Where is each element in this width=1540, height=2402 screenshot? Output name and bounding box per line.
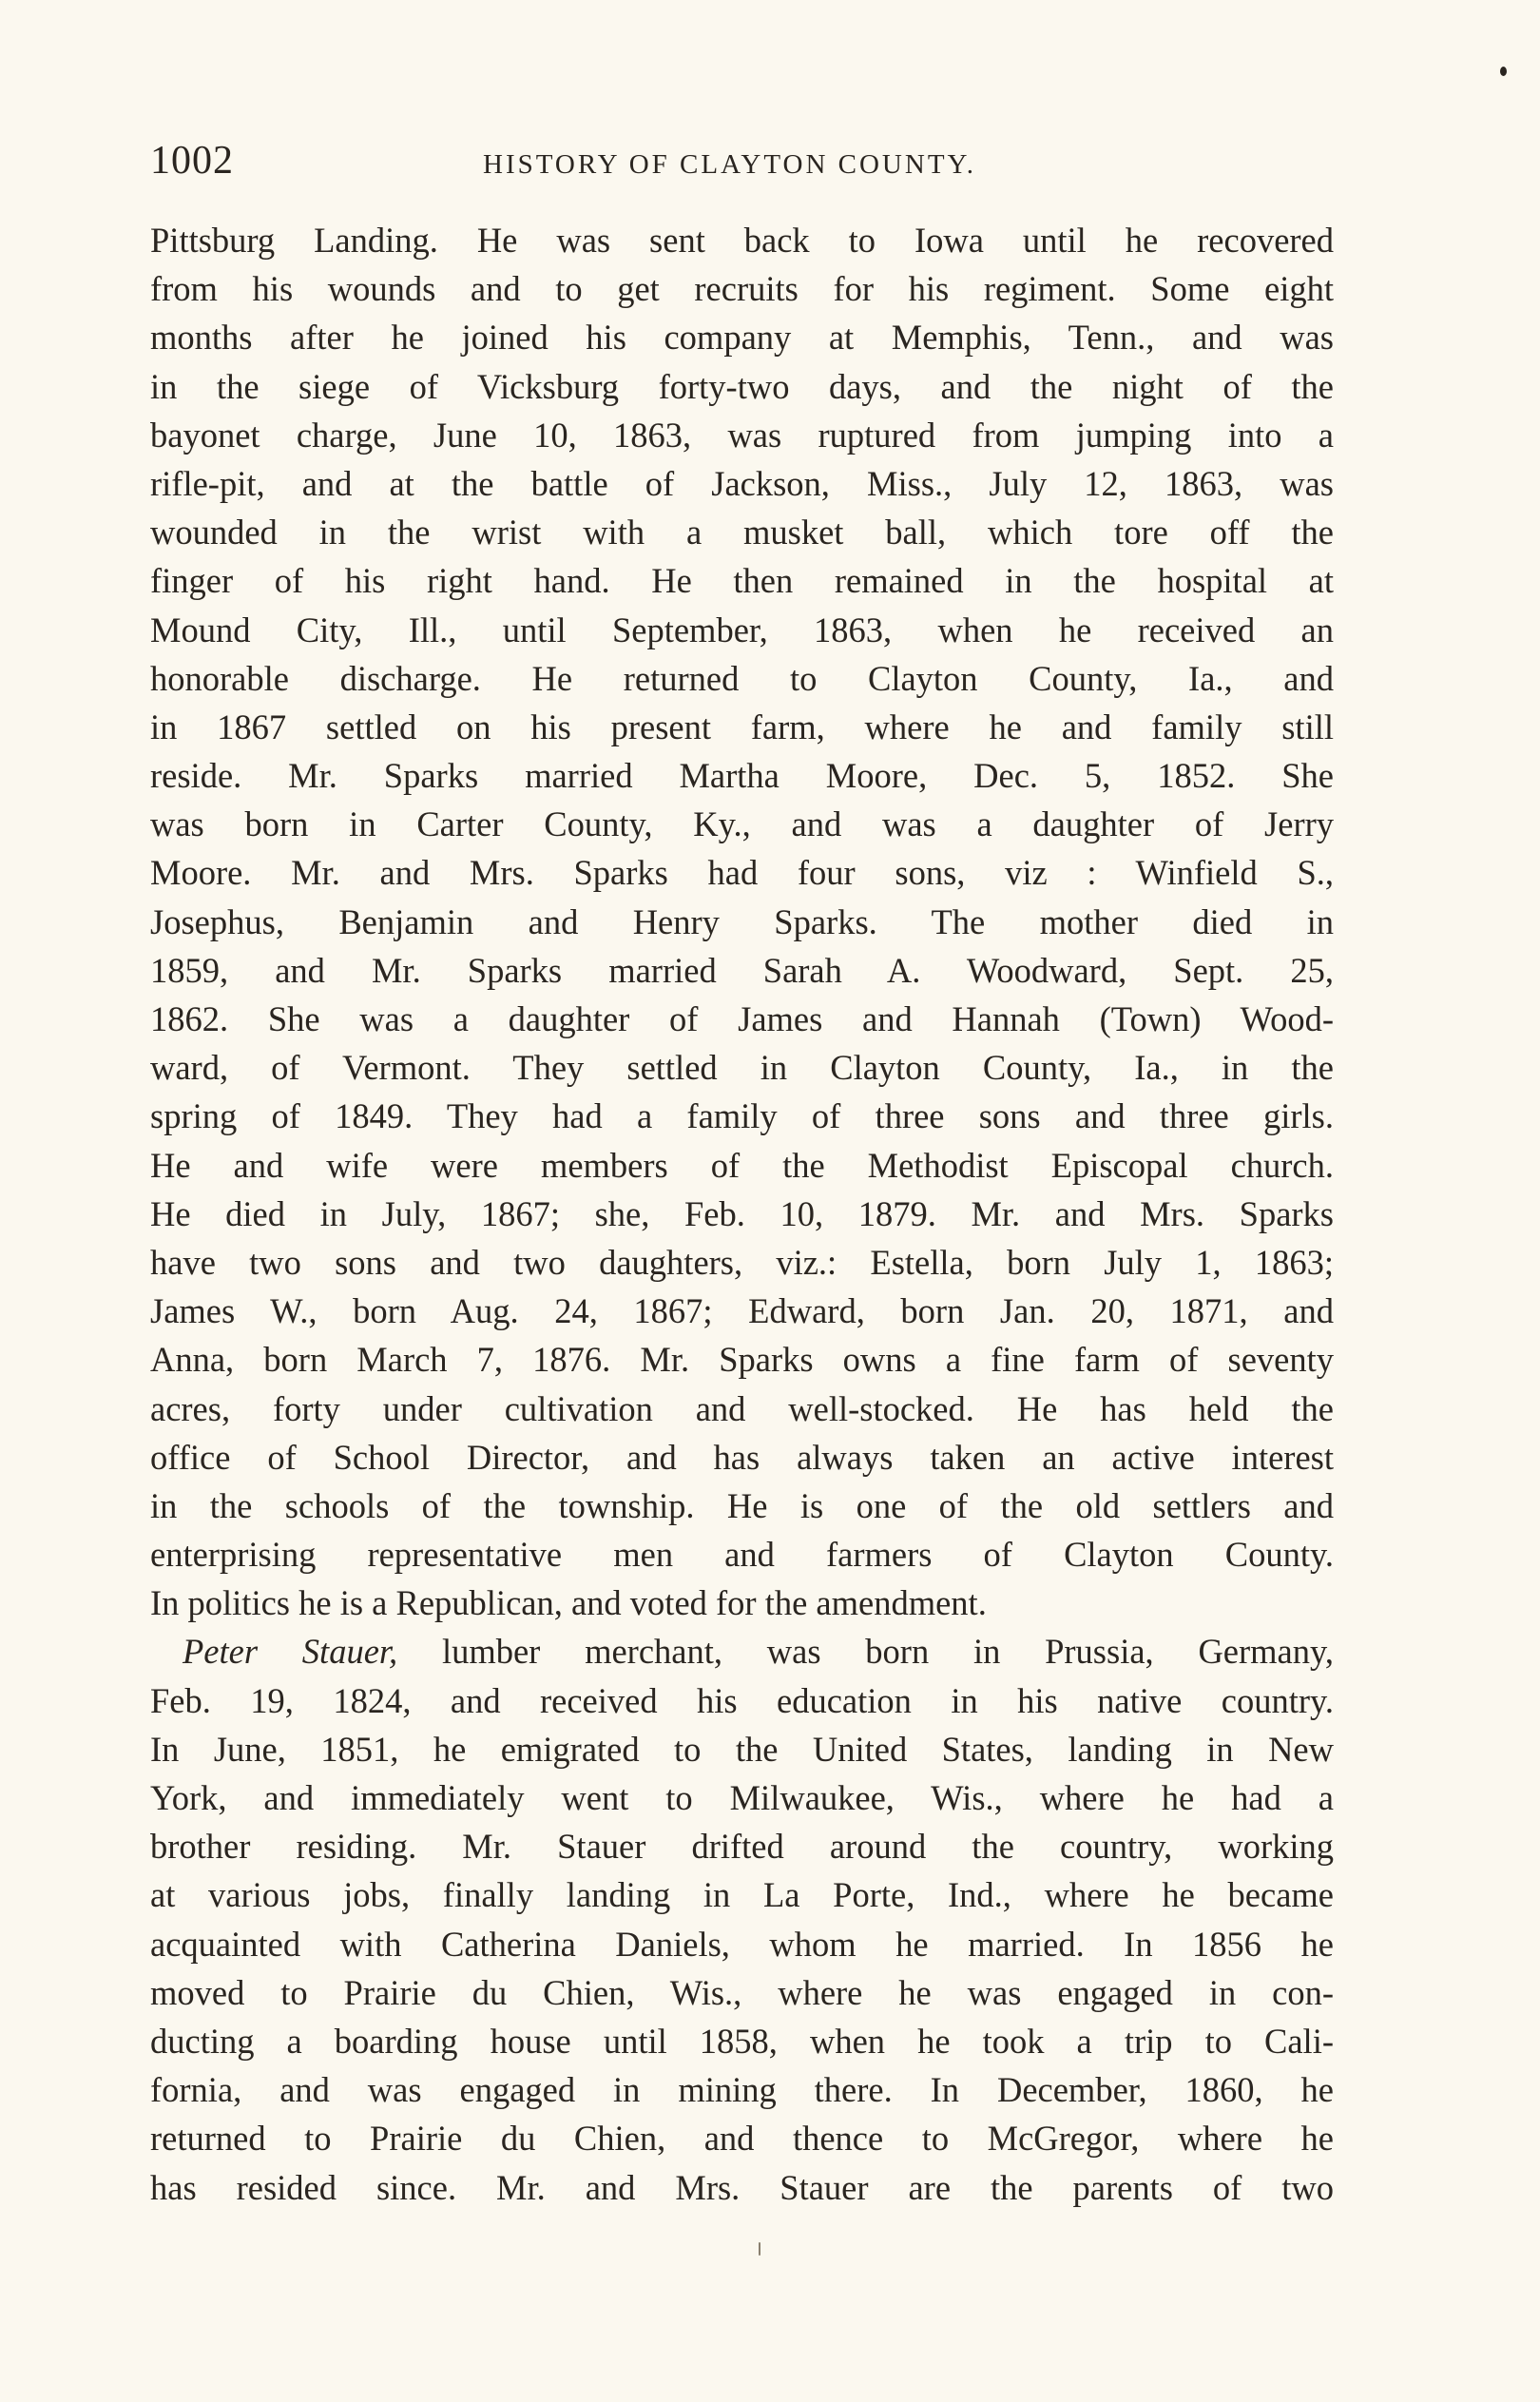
text-line: in the schools of the township. He is one of the old settlers and (150, 1485, 1334, 1525)
text-line: months after he joined his company at Memphis, Tenn., and was (150, 318, 1334, 358)
running-title: HISTORY OF CLAYTON COUNTY. (483, 149, 976, 180)
text-line: office of School Director, and has always taken an active interest (150, 1437, 1334, 1477)
text-line: acres, forty under cultivation and well-stocked. He has held the (150, 1388, 1334, 1428)
text-line: in the siege of Vicksburg forty-two days, and the night of the (150, 366, 1334, 406)
text-line: was born in Carter County, Ky., and was a daughter of Jerry (150, 804, 1334, 844)
text-line: has resided since. Mr. and Mrs. Stauer are the parents of two (150, 2167, 1334, 2207)
ink-speck (1500, 67, 1507, 76)
text-line: have two sons and two daughters, viz.: Estella, born July 1, 1863; (150, 1242, 1334, 1282)
text-line: He died in July, 1867; she, Feb. 10, 1879. Mr. and Mrs. Sparks (150, 1193, 1334, 1233)
text-line: Feb. 19, 1824, and received his education in his native country. (150, 1680, 1334, 1720)
text-line: Pittsburg Landing. He was sent back to Iowa until he recovered (150, 221, 1334, 260)
page-number: 1002 (150, 139, 234, 183)
paragraph-first-line (150, 1627, 1334, 1676)
text-line: He and wife were members of the Methodist Episcopal church. (150, 1145, 1334, 1185)
text-line: in 1867 settled on his present farm, where he and family still (150, 707, 1334, 746)
text-line: Anna, born March 7, 1876. Mr. Sparks owns a fine farm of seventy (150, 1340, 1334, 1380)
text-line: returned to Prairie du Chien, and thence to McGregor, where he (150, 2119, 1334, 2159)
text-line: brother residing. Mr. Stauer drifted around the country, working (150, 1827, 1334, 1867)
text-line: Moore. Mr. and Mrs. Sparks had four sons, viz : Winfield S., (150, 853, 1334, 893)
text-line: honorable discharge. He returned to Clayton County, Ia., and (150, 658, 1334, 698)
text-line: Josephus, Benjamin and Henry Sparks. The mother died in (150, 901, 1334, 941)
text-line: finger of his right hand. He then remained in the hospital at (150, 561, 1334, 601)
text-line: In politics he is a Republican, and voted for the amendment. (150, 1583, 987, 1623)
text-line: ward, of Vermont. They settled in Clayton County, Ia., in the (150, 1048, 1334, 1088)
text-line: moved to Prairie du Chien, Wis., where he was engaged in con- (150, 1972, 1334, 2012)
ink-speck (759, 2242, 760, 2256)
text-line: rifle-pit, and at the battle of Jackson, Miss., July 12, 1863, was (150, 463, 1334, 503)
text-line: James W., born Aug. 24, 1867; Edward, born Jan. 20, 1871, and (150, 1291, 1334, 1331)
text-line: wounded in the wrist with a musket ball, which tore off the (150, 513, 1334, 552)
text-line: enterprising representative men and farmers of Clayton County. (150, 1535, 1334, 1575)
text-line: acquainted with Catherina Daniels, whom he married. In 1856 he (150, 1924, 1334, 1964)
body-text (150, 216, 1334, 2212)
text-line: at various jobs, finally landing in La Porte, Ind., where he became (150, 1875, 1334, 1915)
text-line: Mound City, Ill., until September, 1863, when he received an (150, 610, 1334, 649)
page-header (150, 138, 1334, 185)
text-line: In June, 1851, he emigrated to the United States, landing in New (150, 1729, 1334, 1769)
biography-name: Peter Stauer, (183, 1632, 398, 1672)
paragraph-first-line-text: lumber merchant, was born in Prussia, Germany, (397, 1632, 1335, 1672)
text-line: 1862. She was a daughter of James and Hannah (Town) Wood- (150, 999, 1334, 1038)
text-line: bayonet charge, June 10, 1863, was ruptured from jumping into a (150, 415, 1334, 455)
text-line: 1859, and Mr. Sparks married Sarah A. Woodward, Sept. 25, (150, 950, 1334, 990)
text-line: from his wounds and to get recruits for his regiment. Some eight (150, 269, 1334, 309)
text-line: reside. Mr. Sparks married Martha Moore, Dec. 5, 1852. She (150, 756, 1334, 796)
text-line: fornia, and was engaged in mining there. In December, 1860, he (150, 2070, 1334, 2110)
text-line: spring of 1849. They had a family of three sons and three girls. (150, 1096, 1334, 1136)
text-line: ducting a boarding house until 1858, when he took a trip to Cali- (150, 2021, 1334, 2061)
text-line: York, and immediately went to Milwaukee, Wis., where he had a (150, 1778, 1334, 1817)
